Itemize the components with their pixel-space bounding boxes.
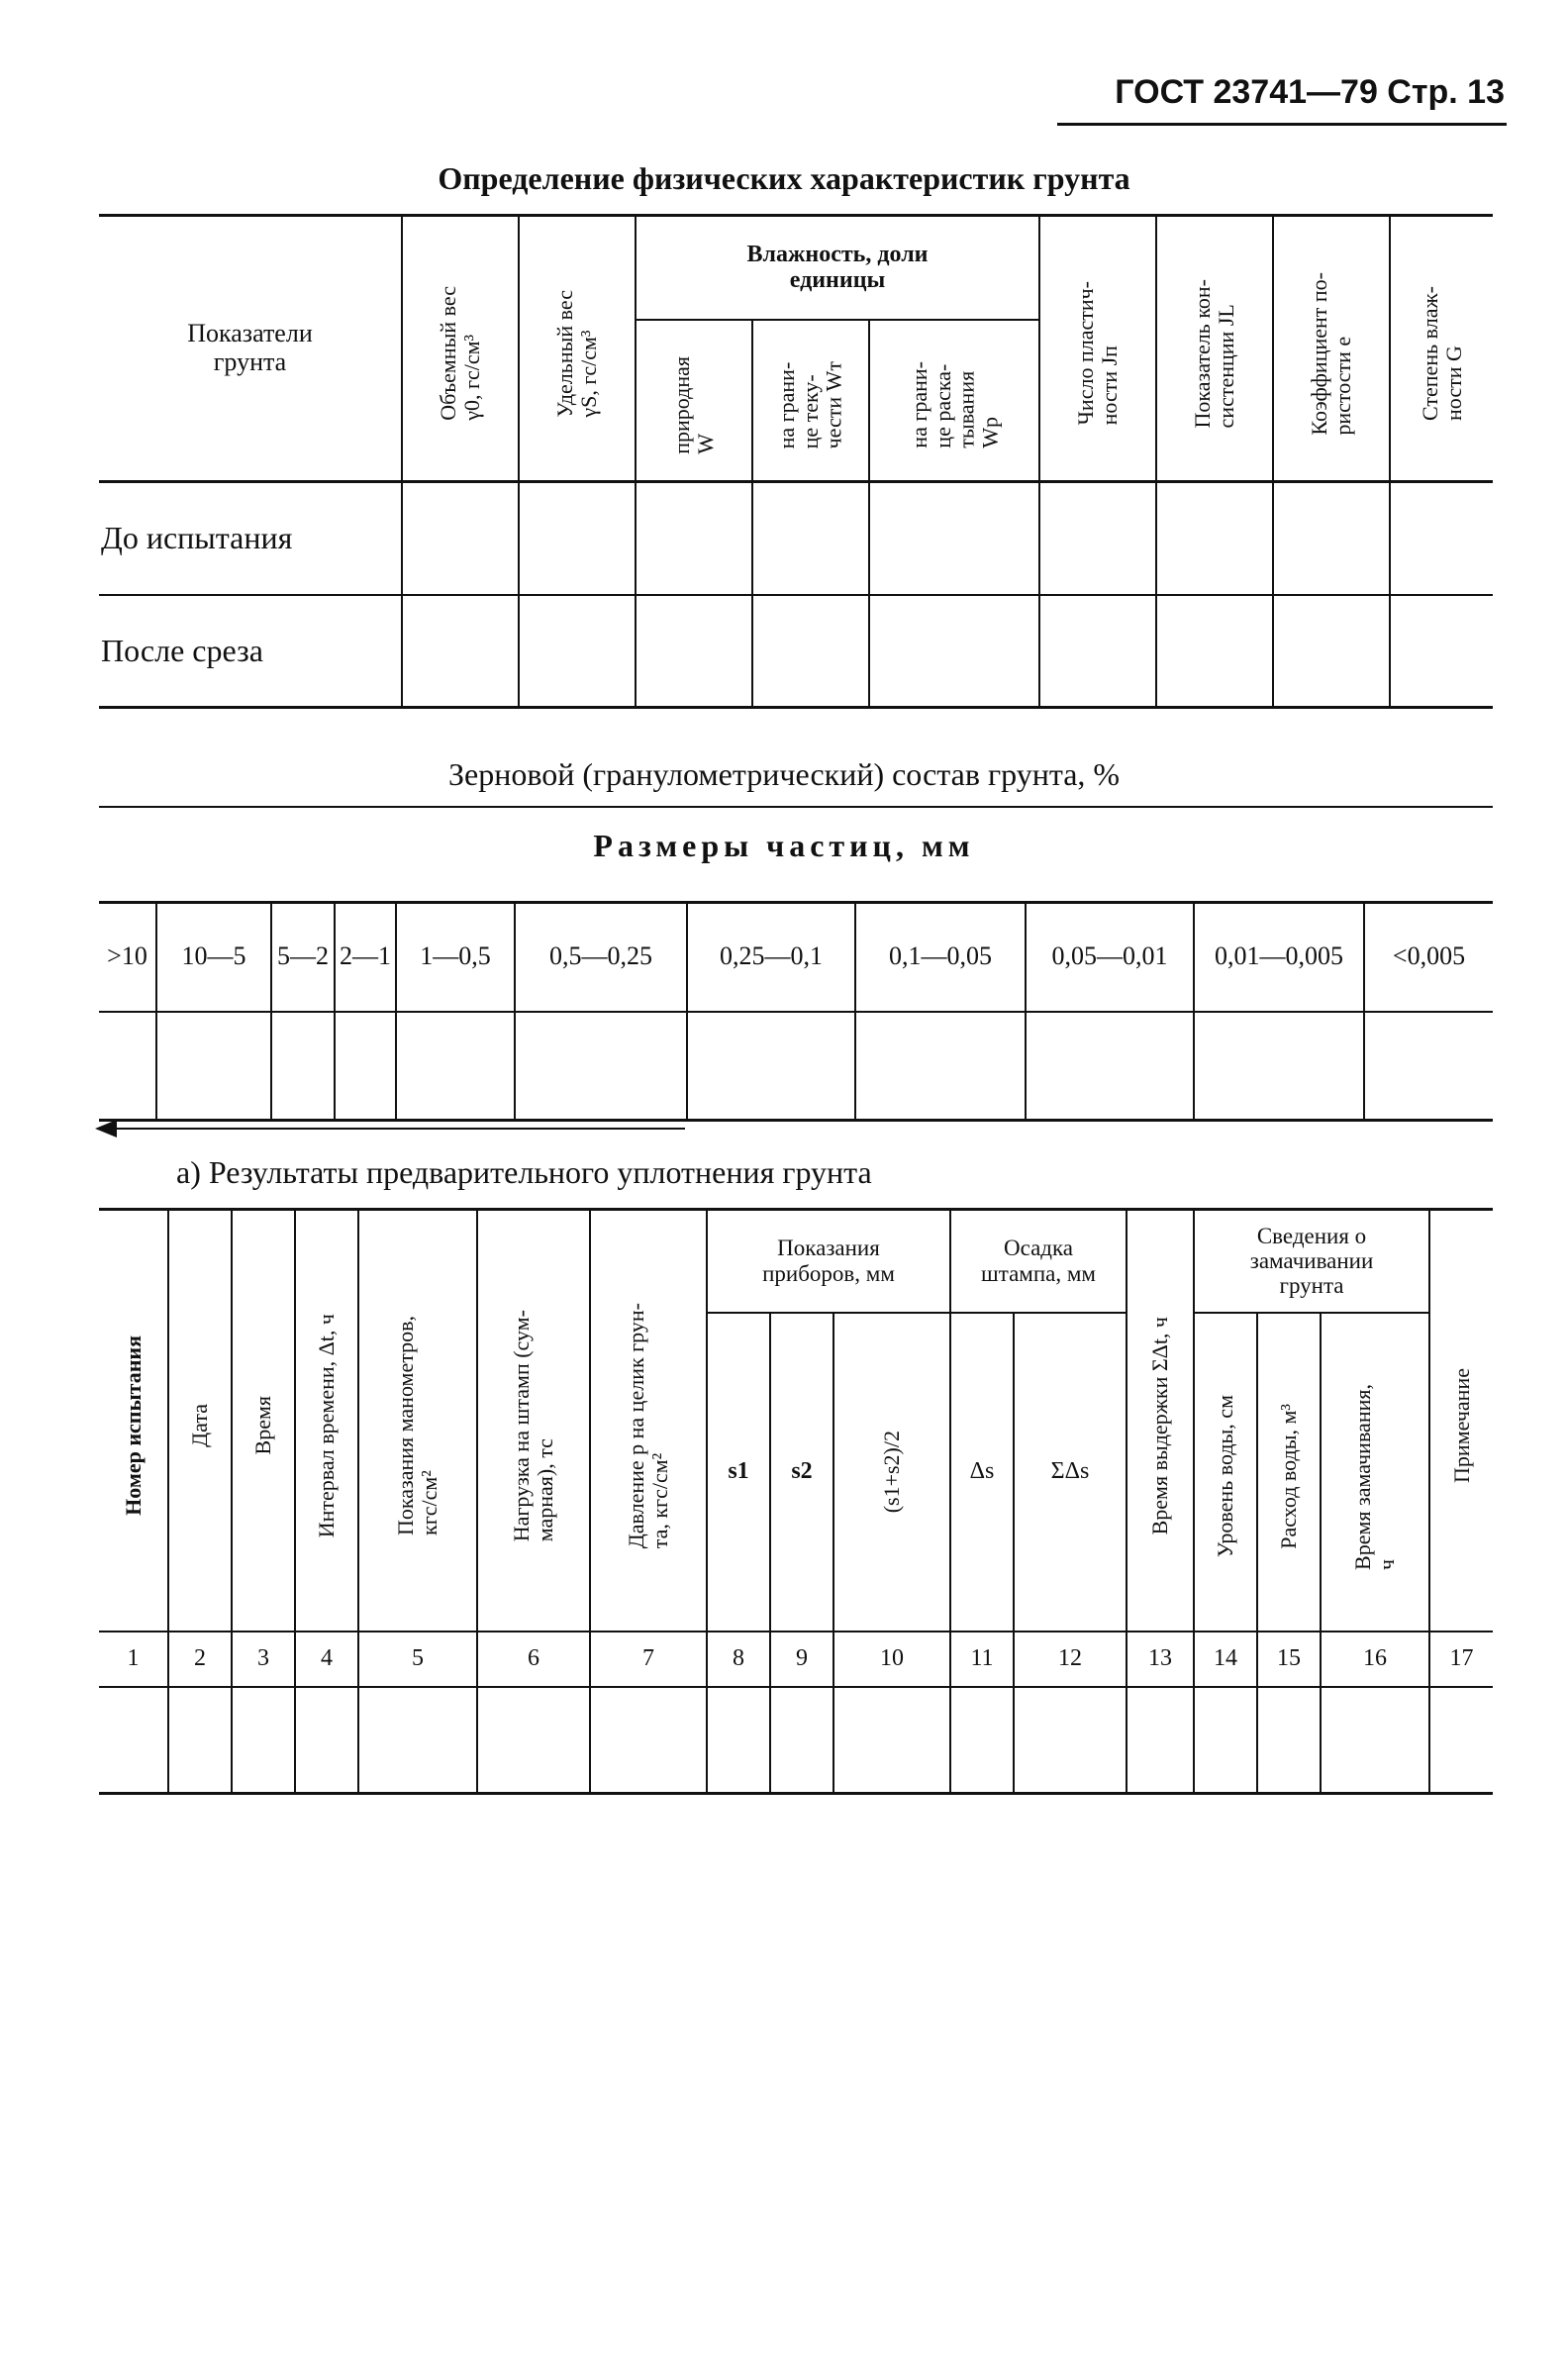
column-number: 8 (707, 1632, 770, 1687)
col-consistency-header: Показатель кон- систенции JL (1156, 216, 1273, 482)
row-label-before: До испытания (99, 482, 402, 595)
col-saturation-header: Степень влаж- ности G (1390, 216, 1493, 482)
column-number: 11 (950, 1632, 1014, 1687)
col-natural-moisture-header: природная W (636, 320, 752, 482)
page-header: ГОСТ 23741—79 Стр. 13 (1115, 73, 1505, 111)
group-settlement-header: Осадка штампа, мм (950, 1210, 1127, 1313)
col-s2-header: s2 (770, 1313, 833, 1632)
fraction-10-5: 10—5 (156, 903, 271, 1012)
col-wetting-time-header: Время замачивания, ч (1321, 1313, 1429, 1632)
column-number: 14 (1194, 1632, 1257, 1687)
fraction-0.01-0.005: 0,01—0,005 (1194, 903, 1364, 1012)
divider (99, 806, 1493, 808)
column-number: 6 (477, 1632, 590, 1687)
column-number: 7 (590, 1632, 707, 1687)
col-ds-header: Δs (950, 1313, 1014, 1632)
column-number: 3 (232, 1632, 295, 1687)
column-numbers-row (99, 1632, 1493, 1687)
col-specific-weight-header: Удельный вес γS, гс/см³ (519, 216, 636, 482)
particle-size-subtitle: Размеры частиц, мм (593, 828, 975, 863)
column-number: 4 (295, 1632, 358, 1687)
group-moisture-header: Влажность, доли единицы (636, 216, 1039, 320)
fraction-gt10: >10 (99, 903, 156, 1012)
precompaction-table (99, 1208, 1493, 1795)
table-row (99, 595, 1493, 708)
col-water-use-header: Расход воды, м³ (1257, 1313, 1321, 1632)
column-number: 5 (358, 1632, 477, 1687)
granulometric-table (99, 901, 1493, 1122)
column-number: 15 (1257, 1632, 1321, 1687)
col-s-average-header: (s1+s2)/2 (833, 1313, 950, 1632)
col-plastic-limit-header: на грани- це раска- тывания Wp (869, 320, 1039, 482)
table-row (99, 1012, 1493, 1121)
col-liquid-limit-header: на грани- це теку- чести Wт (752, 320, 869, 482)
col-load-header: Нагрузка на штамп (сум- марная), тс (477, 1210, 590, 1632)
col-water-level-header: Уровень воды, см (1194, 1313, 1257, 1632)
col-test-number-header: Номер испытания (99, 1210, 168, 1632)
column-number: 12 (1014, 1632, 1127, 1687)
col-plasticity-header: Число пластич- ности Jп (1039, 216, 1156, 482)
column-number: 9 (770, 1632, 833, 1687)
physical-properties-title: Определение физических характеристик грунта (438, 160, 1130, 196)
continuation-arrow-line (109, 1128, 685, 1130)
fraction-1-0.5: 1—0,5 (396, 903, 515, 1012)
fraction-0.1-0.05: 0,1—0,05 (855, 903, 1026, 1012)
column-number: 16 (1321, 1632, 1429, 1687)
col-time-header: Время (232, 1210, 295, 1632)
col-volume-weight-header: Объемный вес γ0, гс/см³ (402, 216, 519, 482)
column-number: 1 (99, 1632, 168, 1687)
physical-properties-table (99, 214, 1493, 709)
column-number: 2 (168, 1632, 232, 1687)
col-sum-ds-header: ΣΔs (1014, 1313, 1127, 1632)
col-note-header: Примечание (1429, 1210, 1493, 1632)
column-number: 17 (1429, 1632, 1493, 1687)
header-rule (1057, 123, 1507, 126)
precompaction-title: а) Результаты предварительного уплотнения грунта (176, 1154, 872, 1190)
table-row (99, 482, 1493, 595)
col-manometer-header: Показания манометров, кгс/см² (358, 1210, 477, 1632)
column-number: 13 (1127, 1632, 1194, 1687)
column-number: 10 (833, 1632, 950, 1687)
fraction-0.25-0.1: 0,25—0,1 (687, 903, 855, 1012)
left-arrow-icon (95, 1120, 117, 1138)
granulometric-title: Зерновой (гранулометрический) состав грунта, % (447, 756, 1121, 792)
group-wetting-header: Сведения о замачивании грунта (1194, 1210, 1429, 1313)
fraction-lt0.005: <0,005 (1364, 903, 1493, 1012)
col-interval-header: Интервал времени, Δt, ч (295, 1210, 358, 1632)
row-label-after: После среза (101, 632, 263, 668)
fraction-5-2: 5—2 (271, 903, 335, 1012)
col-date-header: Дата (168, 1210, 232, 1632)
col-indicators-header: Показатели грунта (99, 216, 402, 482)
fraction-0.5-0.25: 0,5—0,25 (515, 903, 687, 1012)
fraction-0.05-0.01: 0,05—0,01 (1026, 903, 1194, 1012)
group-readings-header: Показания приборов, мм (707, 1210, 950, 1313)
col-porosity-header: Коэффициент по- ристости e (1273, 216, 1390, 482)
fraction-2-1: 2—1 (335, 903, 396, 1012)
col-s1-header: s1 (707, 1313, 770, 1632)
col-pressure-header: Давление p на целик грун- та, кгс/см² (590, 1210, 707, 1632)
col-hold-time-header: Время выдержки ΣΔt, ч (1127, 1210, 1194, 1632)
table-row (99, 1687, 1493, 1794)
